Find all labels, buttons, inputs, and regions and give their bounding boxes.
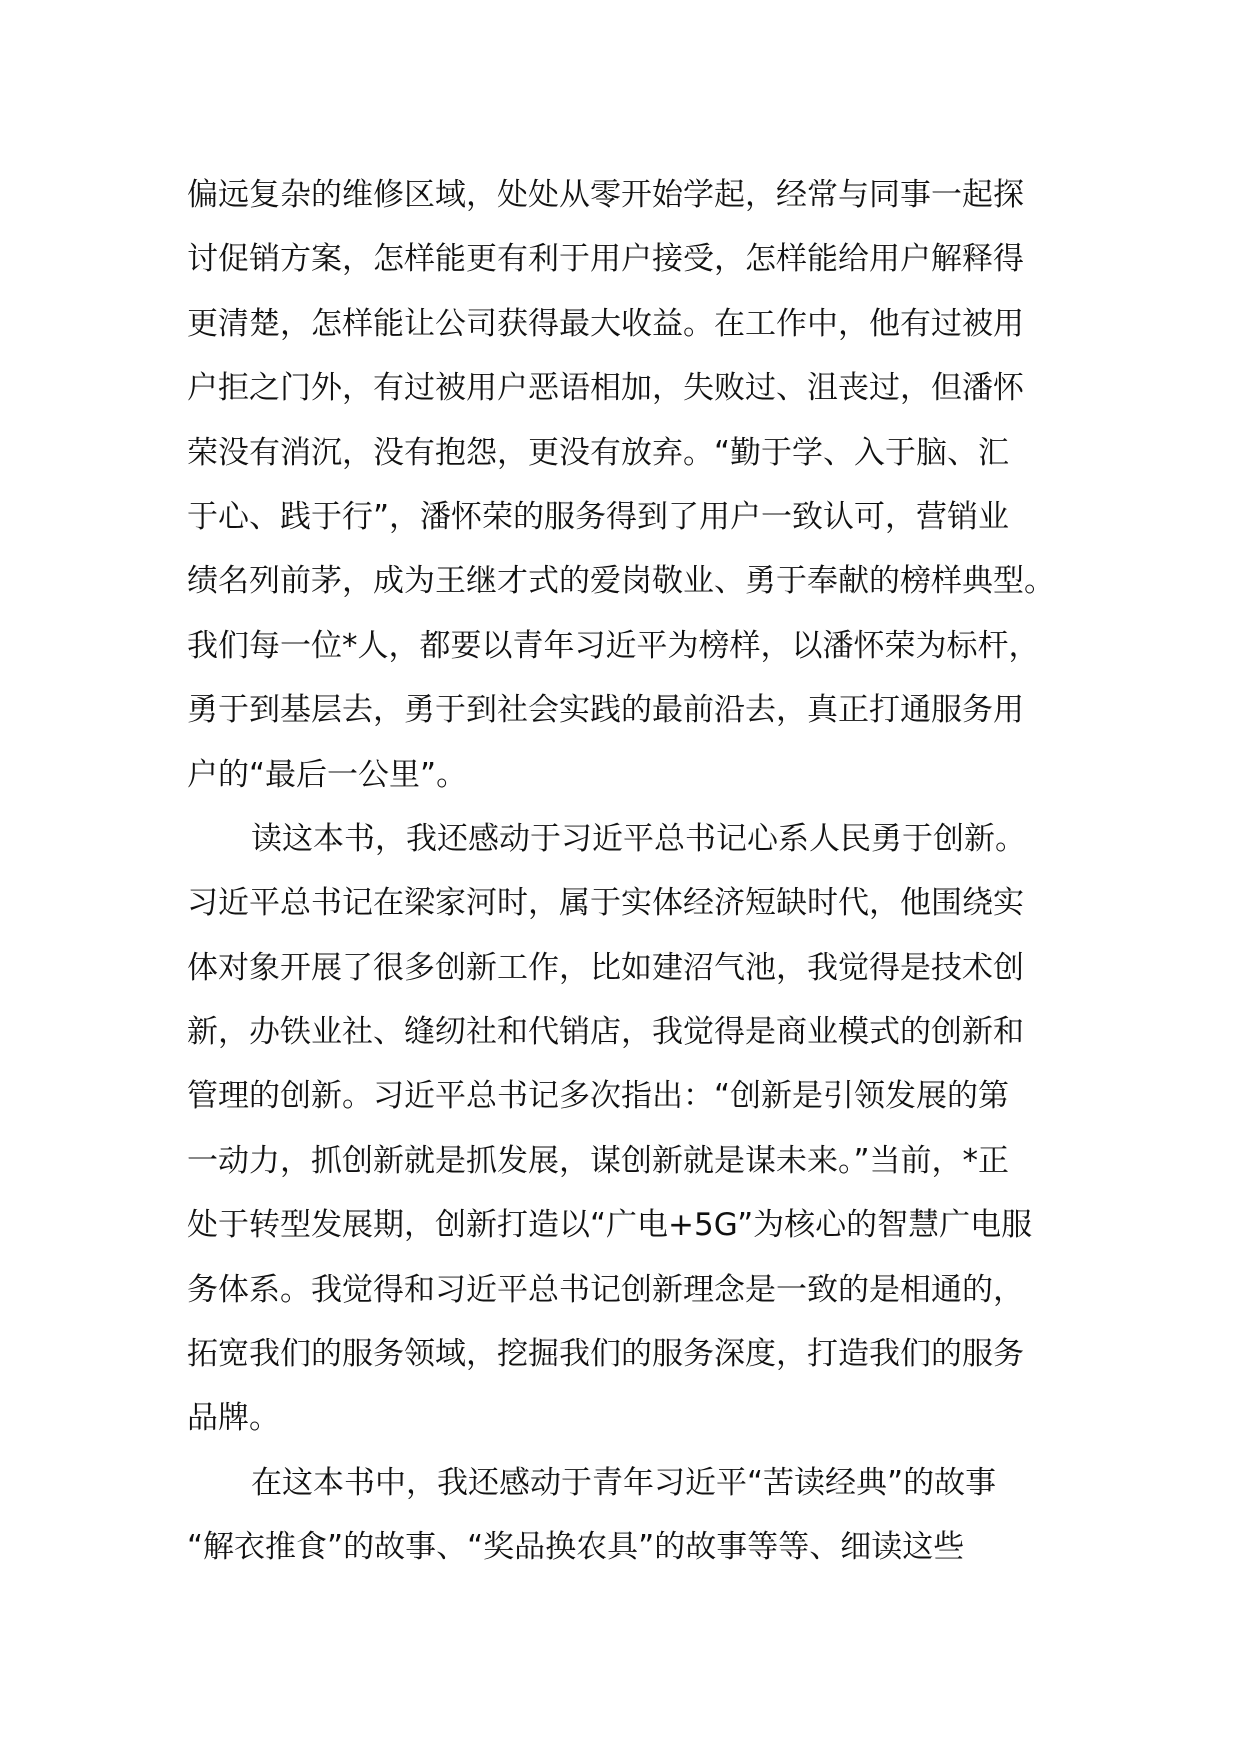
text-line: 体对象开展了很多创新工作，比如建沼气池，我觉得是技术创 xyxy=(187,949,1024,986)
text-line: “解衣推食”的故事、“奖品换农具”的故事等等、细读这些 xyxy=(187,1529,965,1566)
body-text xyxy=(187,163,1067,1580)
paragraph-first-line: 读这本书，我还感动于习近平总书记心系人民勇于创新。 xyxy=(251,820,1026,857)
text-line: 品牌。 xyxy=(187,1400,280,1437)
text-line: 偏远复杂的维修区域，处处从零开始学起，经常与同事一起探 xyxy=(187,177,1024,213)
text-line: 我们每一位*人，都要以青年习近平为榜样，以潘怀荣为标杆， xyxy=(187,627,1040,664)
text-line: 勇于到基层去，勇于到社会实践的最前沿去，真正打通服务用 xyxy=(187,692,1024,729)
text-line: 务体系。我觉得和习近平总书记创新理念是一致的是相通的， xyxy=(187,1271,1024,1308)
text-line: 绩名列前茅，成为王继才式的爱岗敬业、勇于奉献的榜样典型。 xyxy=(187,563,1055,600)
text-line: 于心、践于行”，潘怀荣的服务得到了用户一致认可，营销业 xyxy=(187,498,1010,535)
text-line: 户的“最后一公里”。 xyxy=(187,756,468,793)
text-line: 讨促销方案，怎样能更有利于用户接受，怎样能给用户解释得 xyxy=(187,241,1024,278)
text-line: 拓宽我们的服务领域，挖掘我们的服务深度，打造我们的服务 xyxy=(187,1336,1024,1373)
text-line: 新，办铁业社、缝纫社和代销店，我觉得是商业模式的创新和 xyxy=(187,1014,1024,1051)
text-line: 更清楚，怎样能让公司获得最大收益。在工作中，他有过被用 xyxy=(187,305,1024,342)
paragraph-first-line: 在这本书中，我还感动于青年习近平“苦读经典”的故事 xyxy=(251,1464,997,1501)
text-line: 一动力，抓创新就是抓发展，谋创新就是谋未来。”当前，*正 xyxy=(187,1142,1010,1179)
text-line: 处于转型发展期，创新打造以“广电+5G”为核心的智慧广电服 xyxy=(187,1207,1033,1244)
text-line: 荣没有消沉，没有抱怨，更没有放弃。“勤于学、入于脑、汇 xyxy=(187,434,1010,471)
text-line: 户拒之门外，有过被用户恶语相加，失败过、沮丧过，但潘怀 xyxy=(187,370,1024,407)
text-line: 管理的创新。习近平总书记多次指出：“创新是引领发展的第 xyxy=(187,1078,1010,1115)
text-line: 习近平总书记在梁家河时，属于实体经济短缺时代，他围绕实 xyxy=(187,885,1024,922)
